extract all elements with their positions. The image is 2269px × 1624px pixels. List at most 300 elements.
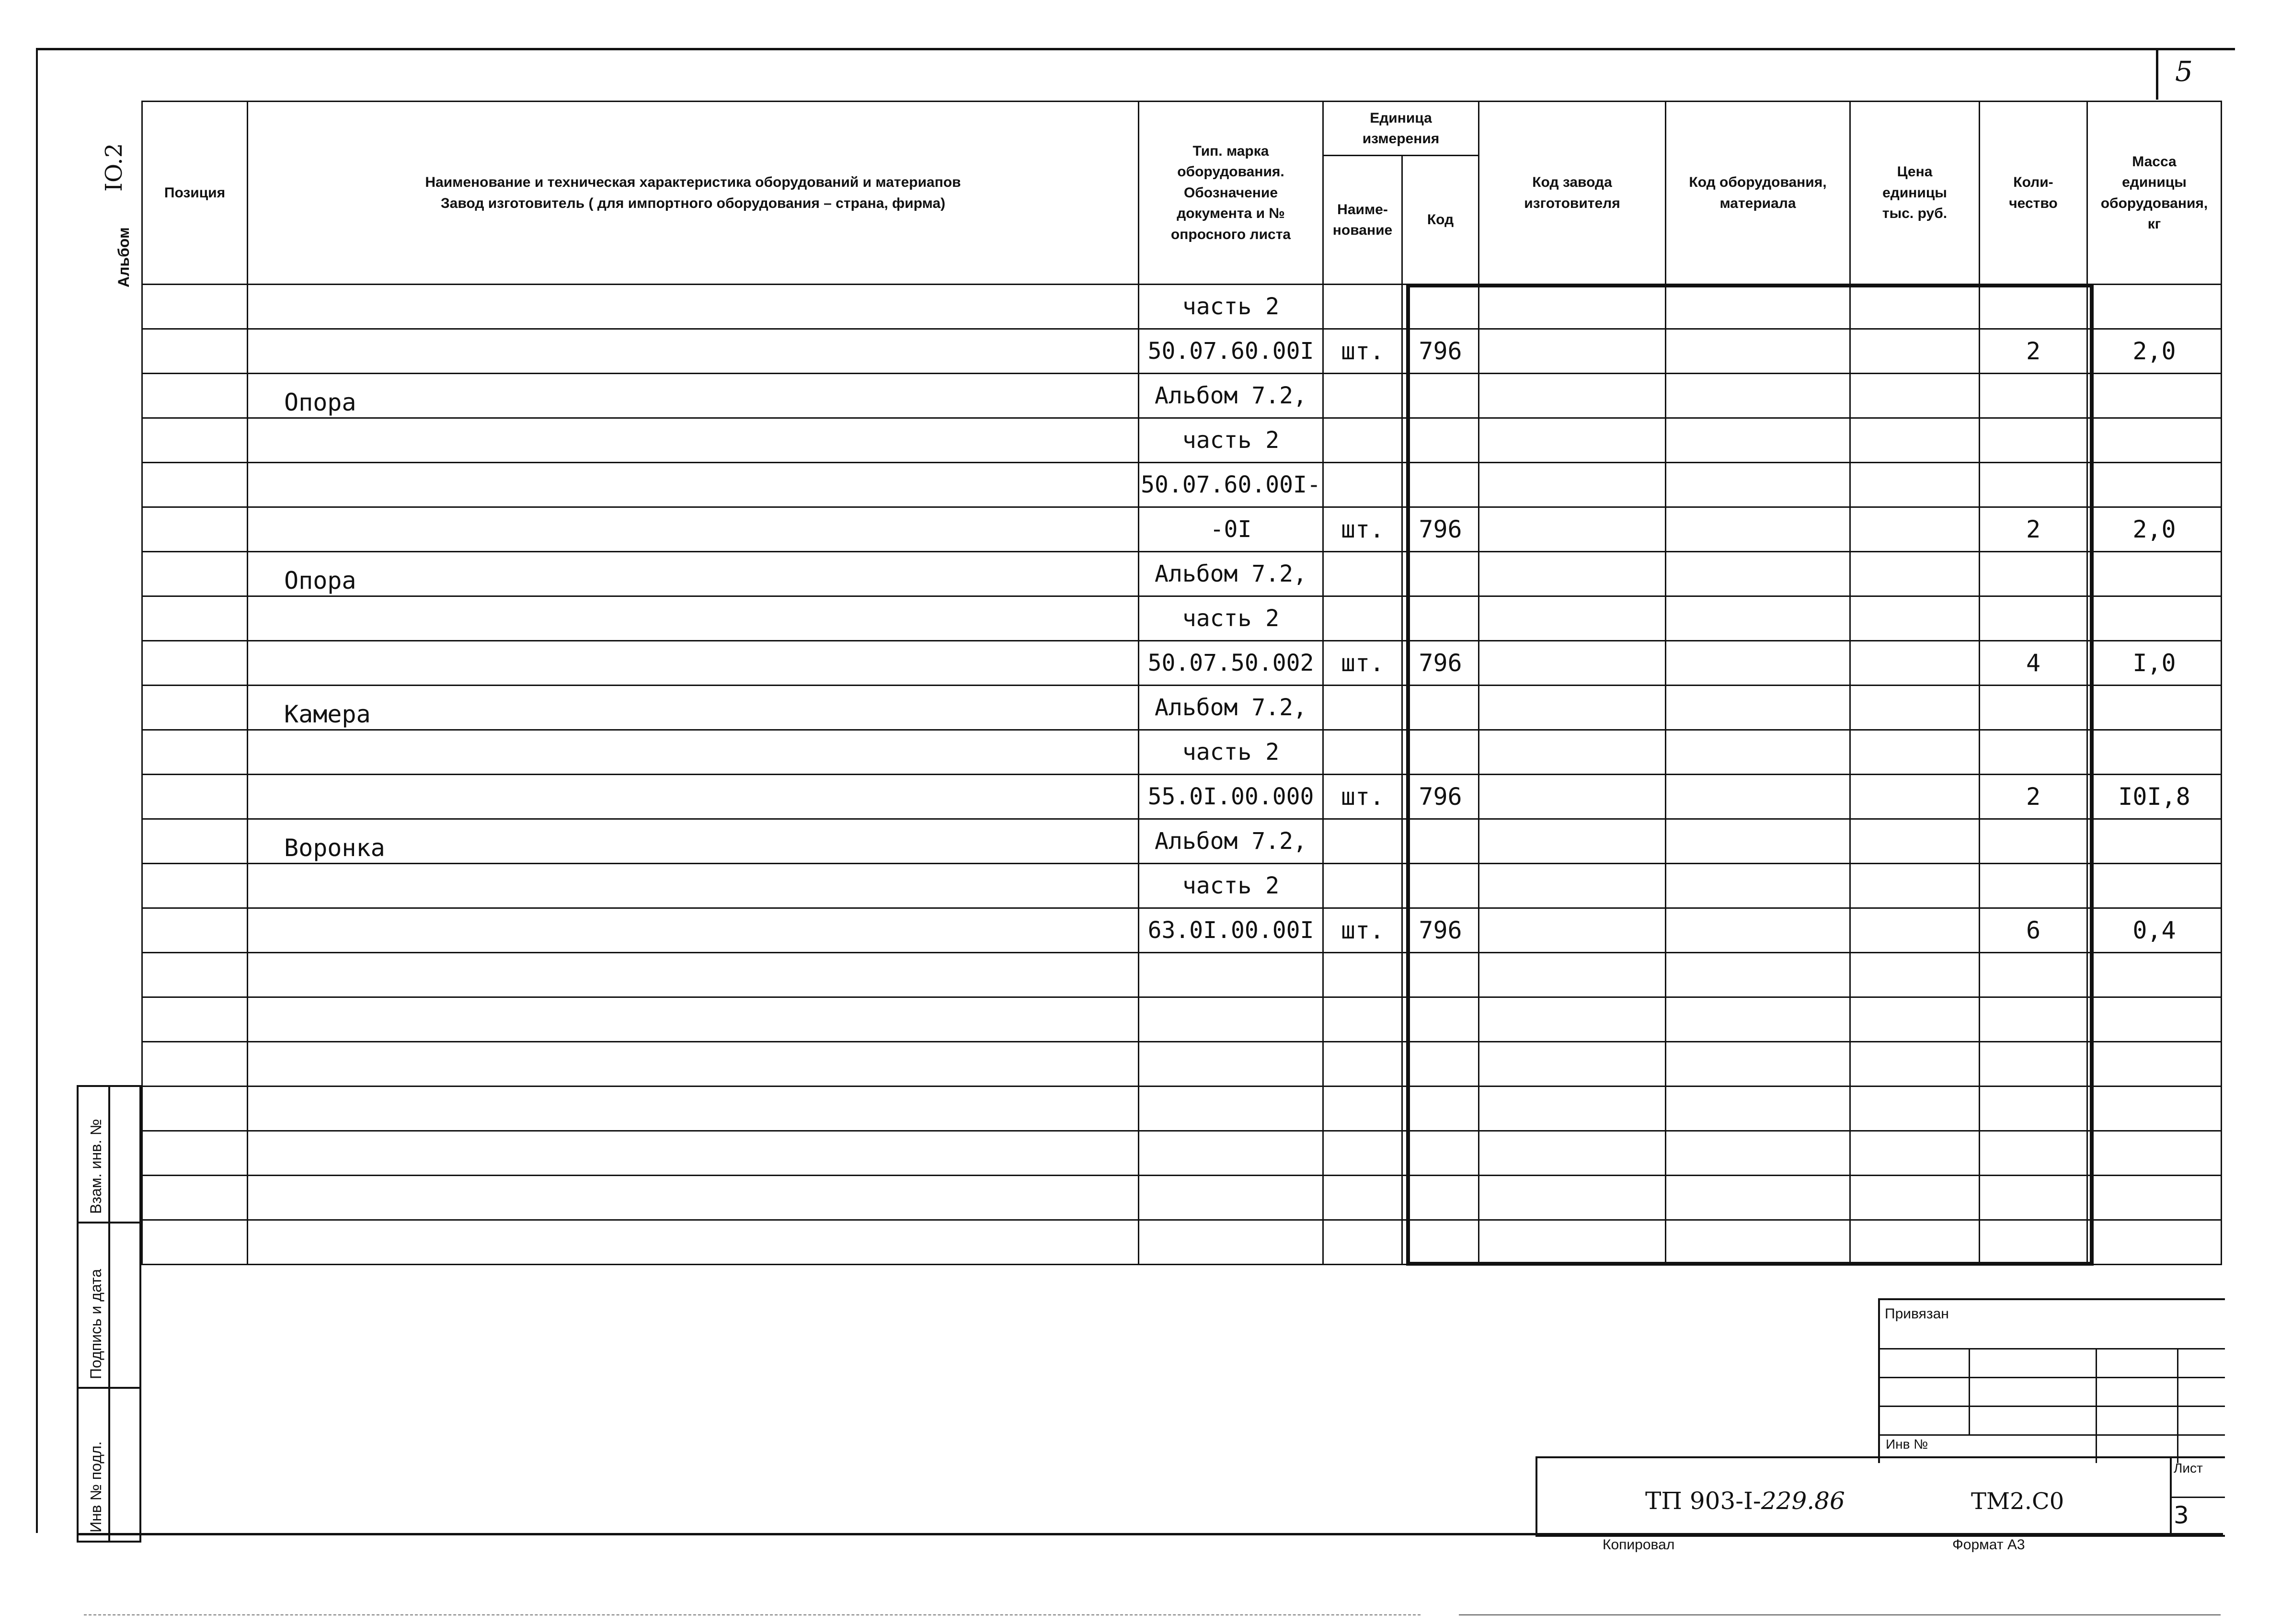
cell-price [1850,775,1980,819]
header-equipment-code [1666,102,1850,285]
cell-name [248,641,1139,686]
table-row [142,953,2222,997]
header-unit-name-line: нование [1332,222,1393,238]
cell-type: Альбом 7.2, [1139,552,1323,596]
cell-unit-name [1323,1220,1402,1265]
cell-quantity: 2 [1980,507,2087,552]
table-row [142,596,2222,641]
cell-quantity [1980,864,2087,908]
cell-quantity: 2 [1980,775,2087,819]
cell-equipment-code [1666,463,1850,507]
cell-type: часть 2 [1139,730,1323,775]
cell-factory-code [1479,1042,1666,1086]
cell-name [248,1086,1139,1131]
page-frame-top [36,48,2235,50]
cell-price [1850,730,1980,775]
binding-vline [2177,1348,2178,1463]
cell-quantity: 4 [1980,641,2087,686]
header-unit-name-line: Наиме- [1337,201,1388,217]
cell-price [1850,1220,1980,1265]
cell-type: 50.07.60.00I [1139,329,1323,374]
cell-price [1850,329,1980,374]
header-unit-group [1323,102,1479,156]
cell-name [248,908,1139,953]
cell-mass: I,0 [2087,641,2222,686]
cell-factory-code [1479,507,1666,552]
cell-quantity: 2 [1980,329,2087,374]
header-unit-line: измерения [1362,131,1440,147]
header-factory-line: изготовителя [1524,195,1620,211]
cell-type [1139,1176,1323,1220]
cell-factory-code [1479,285,1666,329]
inv-label: Инв № [1886,1437,1928,1452]
cell-type [1139,1131,1323,1176]
album-number: IO.2 [101,143,127,192]
cell-name [248,1220,1139,1265]
cell-unit-name [1323,596,1402,641]
document-number: 229.86 [1761,1487,1845,1515]
header-mass-line: оборудования, [2100,195,2208,211]
approval-signature-cell [79,1224,139,1389]
title-block-sheet-line [2170,1497,2225,1498]
cell-mass [2087,819,2222,864]
cell-mass [2087,1220,2222,1265]
cell-unit-code: 796 [1402,507,1479,552]
cell-unit-code [1402,686,1479,730]
cell-price [1850,1042,1980,1086]
cell-unit-code [1402,953,1479,997]
table-row [142,686,2222,730]
header-type-line: оборудования. [1177,164,1284,180]
cell-type: Альбом 7.2, [1139,374,1323,418]
binding-vline [1969,1348,1970,1434]
cell-type [1139,1220,1323,1265]
header-type-line: Тип. марка [1192,143,1269,159]
cell-name [248,507,1139,552]
cell-equipment-code [1666,374,1850,418]
cell-quantity [1980,418,2087,463]
cell-position [142,908,248,953]
signature-date-label: Подпись и дата [87,1269,104,1379]
cell-position [142,997,248,1042]
cell-mass [2087,418,2222,463]
document-prefix: ТП 903-I- [1645,1487,1761,1515]
cell-unit-name [1323,730,1402,775]
cell-mass [2087,730,2222,775]
cell-unit-name [1323,285,1402,329]
binding-line [1880,1377,2225,1378]
cell-unit-code [1402,1176,1479,1220]
cell-quantity [1980,819,2087,864]
cell-position [142,1220,248,1265]
cell-unit-name: шт. [1323,641,1402,686]
cell-unit-code [1402,1042,1479,1086]
cell-position [142,463,248,507]
cell-unit-code [1402,997,1479,1042]
cell-unit-name [1323,819,1402,864]
cell-unit-name [1323,418,1402,463]
cell-quantity [1980,997,2087,1042]
table-row [142,507,2222,552]
cell-price [1850,1176,1980,1220]
cell-unit-code: 796 [1402,641,1479,686]
cell-name [248,1131,1139,1176]
cell-equipment-code [1666,641,1850,686]
cell-unit-name [1323,1176,1402,1220]
cell-name [248,285,1139,329]
cell-unit-name [1323,997,1402,1042]
cell-unit-code [1402,596,1479,641]
cell-price [1850,686,1980,730]
header-name-line1: Наименование и техническая характеристика оборудований и материапов [425,174,961,190]
specification-rows [142,285,2222,1265]
cell-position [142,641,248,686]
cell-position [142,285,248,329]
cell-price [1850,285,1980,329]
cell-unit-name [1323,1042,1402,1086]
cell-unit-name: шт. [1323,775,1402,819]
cell-mass [2087,1086,2222,1131]
page-frame-left [36,48,38,1533]
cell-unit-code: 796 [1402,329,1479,374]
cell-quantity [1980,596,2087,641]
cell-name [248,329,1139,374]
cell-factory-code [1479,1086,1666,1131]
cell-factory-code [1479,953,1666,997]
table-row [142,641,2222,686]
cell-price [1850,997,1980,1042]
sheet-label: Лист [2174,1461,2203,1475]
header-equipment-line: материала [1719,195,1796,211]
cell-mass [2087,374,2222,418]
cell-type [1139,953,1323,997]
cell-position [142,1086,248,1131]
cell-unit-code: 796 [1402,775,1479,819]
table-row [142,1086,2222,1131]
header-price-line: Цена [1897,164,1933,180]
cell-equipment-code [1666,418,1850,463]
cell-quantity: 6 [1980,908,2087,953]
cell-unit-code [1402,552,1479,596]
specification-table [141,101,2222,1265]
cell-type [1139,997,1323,1042]
table-row [142,329,2222,374]
cell-mass [2087,953,2222,997]
cell-name [248,864,1139,908]
binding-vline [2096,1348,2097,1463]
cell-factory-code [1479,641,1666,686]
cell-unit-name [1323,686,1402,730]
header-price [1850,102,1980,285]
cell-mass [2087,1176,2222,1220]
cell-type: Альбом 7.2, [1139,686,1323,730]
cell-quantity [1980,552,2087,596]
cell-price [1850,1086,1980,1131]
binding-line [1880,1434,2225,1436]
cell-type [1139,1042,1323,1086]
approval-inv-cell [79,1389,139,1541]
cell-position [142,374,248,418]
cell-mass [2087,285,2222,329]
cell-price [1850,418,1980,463]
header-price-line: единицы [1882,184,1947,201]
cell-type: Альбом 7.2, [1139,819,1323,864]
header-price-line: тыс. руб. [1882,206,1948,222]
cell-type: часть 2 [1139,285,1323,329]
cell-quantity [1980,1176,2087,1220]
header-mass-line: Масса [2132,153,2177,170]
table-row [142,463,2222,507]
cell-equipment-code [1666,596,1850,641]
cell-mass [2087,552,2222,596]
header-type-line: опросного листа [1170,226,1291,242]
cell-unit-name [1323,374,1402,418]
binding-block [1878,1298,2225,1463]
cell-factory-code [1479,686,1666,730]
cell-equipment-code [1666,819,1850,864]
table-row [142,285,2222,329]
cell-type [1139,1086,1323,1131]
cell-unit-code [1402,285,1479,329]
cell-quantity [1980,686,2087,730]
cell-unit-code: 796 [1402,908,1479,953]
cell-position [142,686,248,730]
cell-quantity [1980,1220,2087,1265]
header-quantity-line: Коли- [2013,174,2053,190]
cell-price [1850,596,1980,641]
cell-equipment-code [1666,329,1850,374]
cell-equipment-code [1666,1176,1850,1220]
sheet-number: 5 [2175,55,2193,88]
cell-position [142,329,248,374]
cell-price [1850,819,1980,864]
cell-position [142,864,248,908]
cell-type: 55.0I.00.000 [1139,775,1323,819]
cell-mass [2087,997,2222,1042]
cell-equipment-code [1666,1220,1850,1265]
cell-quantity [1980,463,2087,507]
cell-position [142,775,248,819]
cell-position [142,552,248,596]
cell-quantity [1980,1086,2087,1131]
header-name-line2: Завод изготовитель ( для импортного оборудования – страна, фирма) [440,195,946,211]
cell-equipment-code [1666,775,1850,819]
cell-factory-code [1479,374,1666,418]
scan-artifact-line [1459,1614,2221,1615]
cell-factory-code [1479,463,1666,507]
cell-unit-name [1323,1086,1402,1131]
cell-position [142,1131,248,1176]
table-row [142,1131,2222,1176]
cell-type: часть 2 [1139,864,1323,908]
document-code [1645,1487,1845,1515]
cell-equipment-code [1666,997,1850,1042]
cell-mass [2087,1042,2222,1086]
header-type-line: Обозначение [1183,184,1278,201]
cell-position [142,418,248,463]
cell-unit-name [1323,1131,1402,1176]
cell-unit-name [1323,864,1402,908]
cell-mass [2087,686,2222,730]
cell-factory-code [1479,329,1666,374]
cell-type: 50.07.60.00I- [1139,463,1323,507]
header-factory-code [1479,102,1666,285]
table-row [142,864,2222,908]
cell-factory-code [1479,552,1666,596]
cell-unit-name [1323,953,1402,997]
cell-type: часть 2 [1139,418,1323,463]
table-row [142,552,2222,596]
cell-equipment-code [1666,864,1850,908]
cell-name [248,730,1139,775]
cell-equipment-code [1666,908,1850,953]
cell-equipment-code [1666,1086,1850,1131]
cell-price [1850,1131,1980,1176]
table-row [142,908,2222,953]
cell-name [248,596,1139,641]
cell-type: часть 2 [1139,596,1323,641]
cell-unit-code [1402,864,1479,908]
cell-unit-code [1402,819,1479,864]
cell-unit-code [1402,1131,1479,1176]
table-row [142,730,2222,775]
document-mark: ТМ2.С0 [1971,1488,2064,1515]
cell-equipment-code [1666,730,1850,775]
cell-name [248,463,1139,507]
cell-position [142,1176,248,1220]
cell-price [1850,374,1980,418]
cell-name [248,953,1139,997]
cell-quantity [1980,1131,2087,1176]
cell-price [1850,641,1980,686]
cell-factory-code [1479,596,1666,641]
cell-name: Камера [248,686,1139,730]
cell-quantity [1980,285,2087,329]
cell-unit-code [1402,1086,1479,1131]
header-quantity-line: чество [2009,195,2058,211]
cell-factory-code [1479,1176,1666,1220]
cell-mass: I0I,8 [2087,775,2222,819]
cell-quantity [1980,730,2087,775]
cell-unit-code [1402,463,1479,507]
header-factory-line: Код завода [1532,174,1612,190]
cell-factory-code [1479,864,1666,908]
cell-unit-name: шт. [1323,908,1402,953]
cell-name [248,1176,1139,1220]
header-unit-line: Единица [1370,110,1432,126]
header-equipment-line: Код оборудования, [1689,174,1827,190]
table-row [142,1042,2222,1086]
cell-equipment-code [1666,285,1850,329]
approval-replace-cell [79,1087,139,1224]
header-unit-code: Код [1402,156,1479,285]
cell-unit-code [1402,374,1479,418]
header-unit-name [1323,156,1402,285]
cell-equipment-code [1666,1042,1850,1086]
cell-mass [2087,1131,2222,1176]
cell-equipment-code [1666,953,1850,997]
cell-mass [2087,596,2222,641]
cell-mass: 0,4 [2087,908,2222,953]
cell-quantity [1980,1042,2087,1086]
bottom-frame-line [77,1533,2223,1535]
cell-name [248,775,1139,819]
cell-unit-name: шт. [1323,329,1402,374]
format-label: Формат А3 [1952,1537,2025,1553]
cell-factory-code [1479,1220,1666,1265]
cell-name: Опора [248,374,1139,418]
cell-type: -0I [1139,507,1323,552]
cell-equipment-code [1666,507,1850,552]
binding-line [1880,1348,2225,1350]
cell-name: Опора [248,552,1139,596]
inv-original-label: Инв № подл. [87,1441,104,1533]
table-row [142,997,2222,1042]
cell-name: Воронка [248,819,1139,864]
cell-equipment-code [1666,552,1850,596]
cell-factory-code [1479,418,1666,463]
cell-position [142,953,248,997]
cell-factory-code [1479,775,1666,819]
header-type [1139,102,1323,285]
cell-price [1850,953,1980,997]
copied-label: Копировал [1603,1537,1675,1553]
cell-position [142,596,248,641]
cell-price [1850,864,1980,908]
cell-position [142,507,248,552]
cell-mass [2087,864,2222,908]
cell-price [1850,507,1980,552]
header-mass-line: кг [2147,216,2161,232]
cell-equipment-code [1666,686,1850,730]
replace-inv-label: Взам. инв. № [87,1119,104,1214]
cell-price [1850,552,1980,596]
cell-factory-code [1479,997,1666,1042]
cell-quantity [1980,374,2087,418]
table-row [142,775,2222,819]
album-label: Альбом [115,227,132,287]
cell-type: 50.07.50.002 [1139,641,1323,686]
cell-unit-name [1323,463,1402,507]
header-type-line: документа и № [1177,206,1285,222]
scan-artifact-line [84,1614,1421,1615]
sheet-value: 3 [2174,1501,2189,1529]
cell-name [248,418,1139,463]
approval-stamp [77,1085,141,1543]
cell-name [248,1042,1139,1086]
cell-position [142,819,248,864]
header-quantity [1980,102,2087,285]
table-row [142,1176,2222,1220]
header-name [248,102,1139,285]
cell-factory-code [1479,1131,1666,1176]
cell-price [1850,908,1980,953]
cell-price [1850,463,1980,507]
cell-factory-code [1479,730,1666,775]
table-row [142,1220,2222,1265]
cell-factory-code [1479,908,1666,953]
bound-label: Привязан [1885,1306,1949,1322]
cell-mass: 2,0 [2087,329,2222,374]
cell-quantity [1980,953,2087,997]
cell-unit-code [1402,1220,1479,1265]
cell-unit-code [1402,418,1479,463]
cell-position [142,1042,248,1086]
cell-unit-code [1402,730,1479,775]
cell-name [248,997,1139,1042]
cell-unit-name [1323,552,1402,596]
cell-position [142,730,248,775]
